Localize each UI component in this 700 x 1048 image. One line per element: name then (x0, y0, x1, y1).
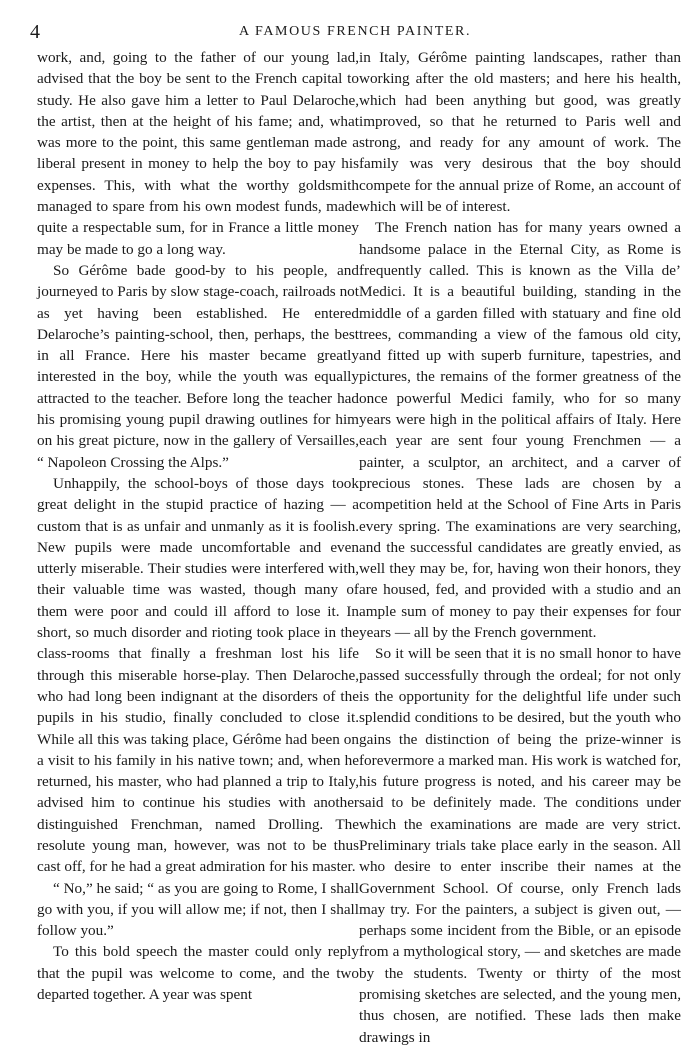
paragraph: in Italy, Gérôme painting landscapes, rather than working after the old masters; and here his health, which had been anything but good, was greatly improved, so that he returned to Paris well and strong, and ready for any amount of work. The family was very desirous that the boy should compete for the annual prize of Rome, an account of which will be of interest. (359, 49, 681, 216)
page-header (30, 20, 680, 44)
left-column (37, 47, 359, 1005)
paragraph: So it will be seen that it is no small honor to have passed successfully through the ordeal; for not only is the opportunity for the delightful life under such splendid conditions to be desired, but the youth who gains the distinction of being the prize-winner is forevermore a marked man. His work is watched for, his future progress is noted, and his career may be said to be definitely made. The conditions under which the examinations are made are very strict. Preliminary trials take place early in the season. All who desire to enter inscribe their names at the Government School. Of course, only French lads may try. For the painters, a subject is given out, — perhaps some incident from the Bible, or an episode from a mythological story, — and sketches are made by the students. Twenty or thirty of the most promising sketches are selected, and the young men, thus chosen, are notified. These lads then make drawings in (359, 645, 681, 1046)
running-title: A FAMOUS FRENCH PAINTER. (238, 24, 472, 39)
right-column (359, 47, 681, 1048)
paragraph: Unhappily, the school-boys of those days took great delight in the stupid practice of hazing — a custom that is as unfair and unmanly as it is foolish. New pupils were made uncomfortable and even utterly miserable. Their studies were interfered with, their valuable time was wasted, though many of them were poor and could ill afford to lose it. In short, so much disorder and rioting took place in the class-rooms that finally a freshman lost his life through this miserable horse-play. Then Delaroche, who had long been indignant at the disorders of the pupils in his studio, finally concluded to close it. While all this was taking place, Gérôme had been on a visit to his family in his native town; and, when he returned, his master, who had planned a trip to Italy, advised him to continue his studies with another distinguished Frenchman, named Drolling. The resolute young man, however, was not to be thus cast off, for he had a great admiration for his master. (37, 474, 359, 876)
paragraph: To this bold speech the master could only reply that the pupil was welcome to come, and the two departed together. A year was spent (37, 943, 359, 1004)
paragraph: work, and, going to the father of our young lad, advised that the boy be sent to the French capital to study. He also gave him a letter to Paul Delaroche, the artist, then at the height of his fame; and, what was more to the point, this same gentleman made a liberal present in money to help the boy to pay his expenses. This, with what the worthy goldsmith managed to spare from his own modest funds, made quite a respectable sum, for in France a little money may be made to go a long way. (37, 49, 359, 258)
paragraph: “ No,” he said; “ as you are going to Rome, I shall go with you, if you will allow me; if not, then I shall follow you.” (37, 879, 359, 940)
paragraph: So Gérôme bade good-by to his people, and journeyed to Paris by slow stage-coach, railroads not as yet having been established. He entered Delaroche’s painting-school, then, perhaps, the best in all France. Here his master became greatly interested in the boy, while the youth was equally attracted to the teacher. Before long the teacher had his promising young pupil drawing outlines for him on his great picture, now in the gallery of Versailles, “ Napoleon Crossing the Alps.” (37, 261, 359, 471)
paragraph: The French nation has for many years owned a handsome palace in the Eternal City, as Rome is frequently called. This is known as the Villa de’ Medici. It is a beautiful building, standing in the middle of a garden filled with statuary and fine old trees, commanding a view of the famous old city, and fitted up with superb furniture, tapestries, and pictures, the remains of the former greatness of the once powerful Medici family, who for so many years were high in the political affairs of Italy. Here each year are sent four young Frenchmen — a painter, a sculptor, an architect, and a carver of precious stones. These lads are chosen by a competition held at the School of Fine Arts in Paris every spring. The examinations are very searching, and the successful candidates are greatly envied, as well they may be, for, having won their honors, they are housed, fed, and provided with a studio and an ample sum of money to pay their expenses for four years — all by the French government. (359, 219, 681, 642)
page-number: 4 (30, 21, 40, 43)
